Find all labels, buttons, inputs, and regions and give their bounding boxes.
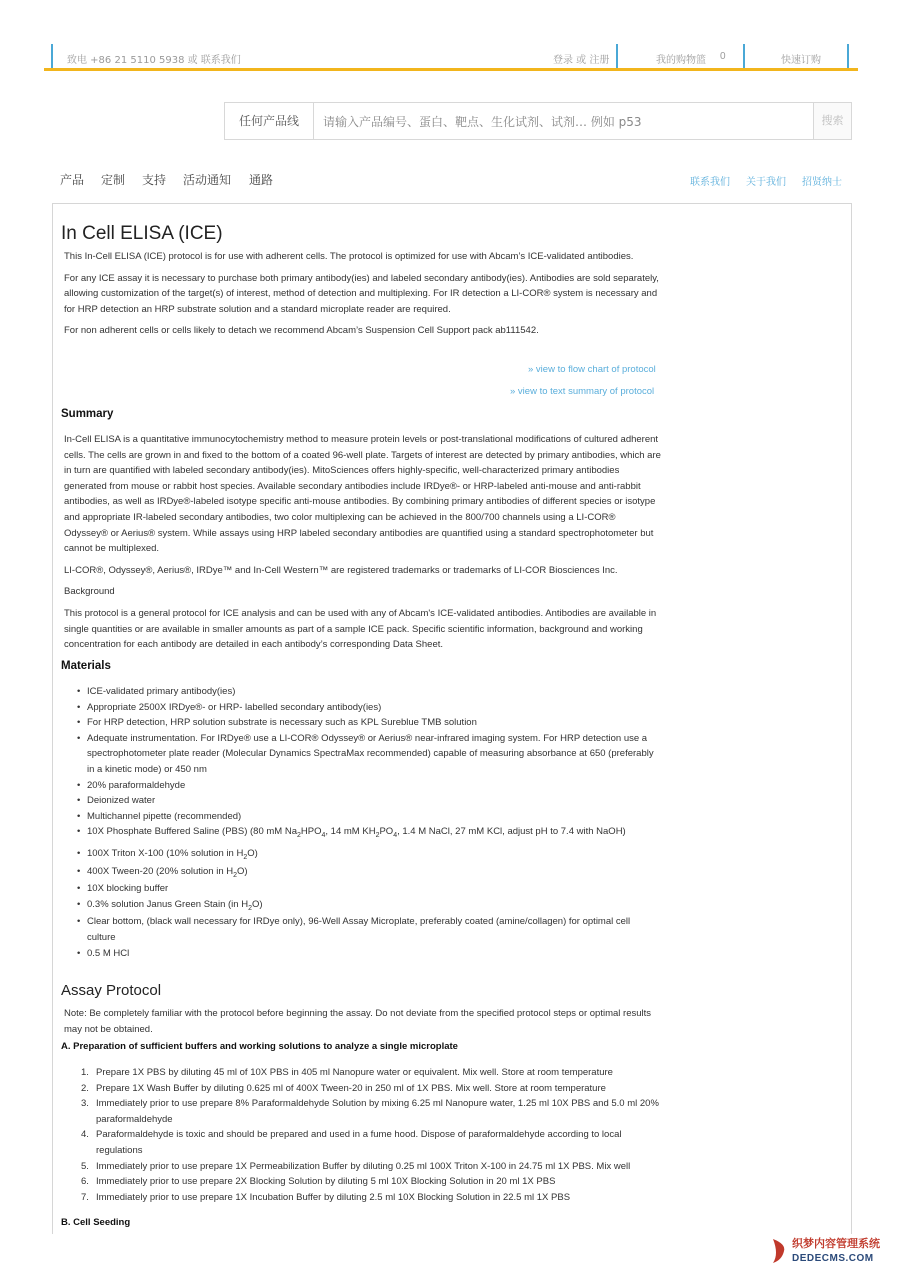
- page-title: In Cell ELISA (ICE): [61, 223, 223, 244]
- search-button[interactable]: 搜索: [813, 103, 851, 139]
- list-item: • 10X blocking buffer: [71, 881, 661, 897]
- list-item: • 20% paraformaldehyde: [71, 778, 661, 794]
- intro-paragraph: For any ICE assay it is necessary to purchase both primary antibody(ies) and labeled secondary antibody(ies). Antibodies are sold separately, allowing customization of the target(s) of interest, method of detection and multiplexing. For IR detection a LI-COR® system is necessary and for HRP detection an HRP substrate solution and a standard microplate reader are required.: [64, 272, 659, 315]
- list-item: 3. Immediately prior to use prepare 8% Paraformaldehyde Solution by mixing 6.25 ml Nanopure water, 1.25 ml 10X PBS and 5.0 ml 20% paraformaldehyde: [81, 1098, 659, 1125]
- nav-item-support[interactable]: 支持: [142, 173, 167, 187]
- list-item: • 10X Phosphate Buffered Saline (PBS) (80 mM $Na_2HPO_4$, 14 mM $KH_2PO_4$, 1.4 M NaCl, 27 mM KCl, adjust pH to 7.4 with NaOH): [71, 824, 661, 840]
- content-panel: [52, 203, 852, 1234]
- list-item: 4. Paraformaldehyde is toxic and should be prepared and used in a fume hood. Dispose of paraformaldehyde according to local regulations: [81, 1129, 622, 1156]
- nav-item-pathways[interactable]: 通路: [249, 173, 274, 187]
- about-us-link[interactable]: 关于我们: [746, 177, 786, 188]
- background-label: Background: [64, 586, 115, 598]
- search-bar: [224, 102, 852, 140]
- list-item: • Deionized water: [71, 793, 661, 809]
- summary-heading: Summary: [61, 408, 114, 420]
- intro-section: [64, 249, 661, 339]
- assay-protocol-heading: Assay Protocol: [61, 982, 162, 999]
- list-item: • For HRP detection, HRP solution substrate is necessary such as KPL Sureblue TMB solution: [71, 715, 661, 731]
- text-summary-link[interactable]: » view to text summary of protocol: [510, 386, 655, 397]
- dede-logo-icon: [770, 1236, 790, 1266]
- divider: [743, 44, 745, 68]
- list-item: • 400X Tween-20 (20% solution in $H_2O$): [71, 864, 661, 880]
- quick-order-link[interactable]: 快速订购: [781, 55, 821, 66]
- list-item: • 0.5 M HCl: [71, 946, 661, 962]
- divider: [847, 44, 849, 68]
- materials-list: [71, 684, 661, 961]
- divider: [616, 44, 618, 68]
- nav-item-events[interactable]: 活动通知: [183, 173, 232, 187]
- top-utility-bar: [51, 44, 857, 70]
- search-input[interactable]: [321, 111, 805, 133]
- nav-item-products[interactable]: 产品: [60, 173, 85, 187]
- header-accent-bar: [44, 68, 858, 71]
- summary-paragraph: In-Cell ELISA is a quantitative immunocytochemistry method to measure protein levels or post-translational modifications of cultured adherent cells. The cells are grown in and fixed to the bottom of a coated 96-well plate. Targets of interest are detected by primary antibodies, which are in turn are quantified with labeled secondary antibody(ies). MitoSciences offers highly-specific, well-characterized primary antibodies generated from mouse or rabbit host species. Available secondary antibodies include IRDye®- or HRP-labeled anti-mouse and anti-rabbit antibodies, as well as IRDye®-labeled isotype specific anti-mouse antibodies. By combining primary antibodies of different species or isotype and appropriate IR-labeled secondary antibodies, two color multiplexing can be achieved in the 800/700 channels using a LI-COR® Odyssey® or Aerius® system. While assays using HRP labeled secondary antibodies are quantified using a standard spectrophotometer but cannot be multiplexed.: [64, 434, 661, 555]
- assay-note: Note: Be completely familiar with the protocol before beginning the assay. Do not deviate from the specified protocol steps or optimal results may not be obtained.: [64, 1008, 652, 1035]
- list-item: 2. Prepare 1X Wash Buffer by diluting 0.625 ml of 400X Tween-20 in 250 ml of 1X PBS. Mix well. Store at room temperature: [81, 1082, 606, 1094]
- cart-count: 0: [720, 51, 726, 62]
- list-item: • Clear bottom, (black wall necessary for IRDye only), 96-Well Assay Microplate, preferably coated (amine/collagen) for optimal cell culture: [71, 914, 661, 945]
- materials-heading: Materials: [61, 660, 111, 672]
- watermark-text: 织梦内容管理系统: [792, 1237, 880, 1250]
- contact-us-link[interactable]: 联系我们: [690, 177, 730, 188]
- list-item: • Multichannel pipette (recommended): [71, 809, 661, 825]
- list-item: 6. Immediately prior to use prepare 2X Blocking Solution by diluting 5 ml 10X Blocking Solution in 20 ml 1X PBS: [81, 1176, 556, 1188]
- divider: [51, 44, 53, 68]
- intro-paragraph: This In-Cell ELISA (ICE) protocol is for use with adherent cells. The protocol is optimized for use with Abcam’s ICE-validated antibodies.: [64, 251, 634, 262]
- list-item: • 0.3% solution Janus Green Stain (in $H_2O$): [71, 897, 661, 913]
- materials-list-wrap: [71, 684, 661, 961]
- steps-list: [64, 1065, 661, 1205]
- watermark-logo: [770, 1234, 895, 1268]
- list-item: • 100X Triton X-100 (10% solution in $H_2O$): [71, 846, 661, 862]
- product-line-select[interactable]: 任何产品线: [225, 103, 314, 139]
- login-register-link[interactable]: 登录 或 注册: [553, 55, 610, 66]
- assay-note-section: [64, 1006, 661, 1037]
- flow-chart-link[interactable]: » view to flow chart of protocol: [528, 364, 656, 375]
- cart-link[interactable]: 我的购物篮: [656, 55, 706, 66]
- contact-phone-link[interactable]: 致电 +86 21 5110 5938 或 联系我们: [67, 55, 241, 66]
- list-item: 5. Immediately prior to use prepare 1X Permeabilization Buffer by diluting 0.25 ml 100X Triton X-100 in 24.75 ml 1X PBS. Mix well: [81, 1160, 631, 1172]
- watermark-domain: DEDECMS.COM: [792, 1253, 874, 1264]
- list-item: • Adequate instrumentation. For IRDye® use a LI-COR® Odyssey® or Aerius® near-infrared imaging system. For HRP detection use a spectrophotometer plate reader (Molecular Dynamics SpectraMax recommended) capable of measuring absorbance at 650 (preferably in a kinetic mode) or 450 nm: [71, 731, 661, 778]
- careers-link[interactable]: 招贤纳士: [802, 177, 842, 188]
- trademark-paragraph: LI-COR®, Odyssey®, Aerius®, IRDye™ and In-Cell Western™ are registered trademarks or trademarks of LI-COR Biosciences Inc.: [64, 564, 618, 576]
- background-paragraph: This protocol is a general protocol for ICE analysis and can be used with any of Abcam's ICE-validated antibodies. Antibodies are available in single quantities or are available in smaller amounts as part of a sample ICE pack. Specific scientific information, background and working concentration for each antibody are detailed in each antibody’s corresponding Data Sheet.: [64, 607, 657, 651]
- list-item: 1. Prepare 1X PBS by diluting 45 ml of 10X PBS in 405 ml Nanopure water or equivalent. Mix well. Store at room temperature: [81, 1067, 613, 1078]
- nav-item-custom[interactable]: 定制: [101, 173, 126, 187]
- list-item: • Appropriate 2500X IRDye®- or HRP- labelled secondary antibody(ies): [71, 700, 661, 716]
- list-item: • ICE-validated primary antibody(ies): [71, 684, 661, 700]
- list-item: 7. Immediately prior to use prepare 1X Incubation Buffer by diluting 2.5 ml 10X Blocking Solution in 22.5 ml 1X PBS: [81, 1191, 571, 1203]
- summary-section: [64, 432, 661, 653]
- intro-paragraph: For non adherent cells or cells likely to detach we recommend Abcam’s Suspension Cell Support pack ab111542.: [64, 325, 539, 337]
- section-a-heading: A. Preparation of sufficient buffers and working solutions to analyze a single microplate: [61, 1041, 458, 1052]
- section-b-heading: B. Cell Seeding: [61, 1217, 131, 1228]
- steps-wrap: [64, 1065, 661, 1205]
